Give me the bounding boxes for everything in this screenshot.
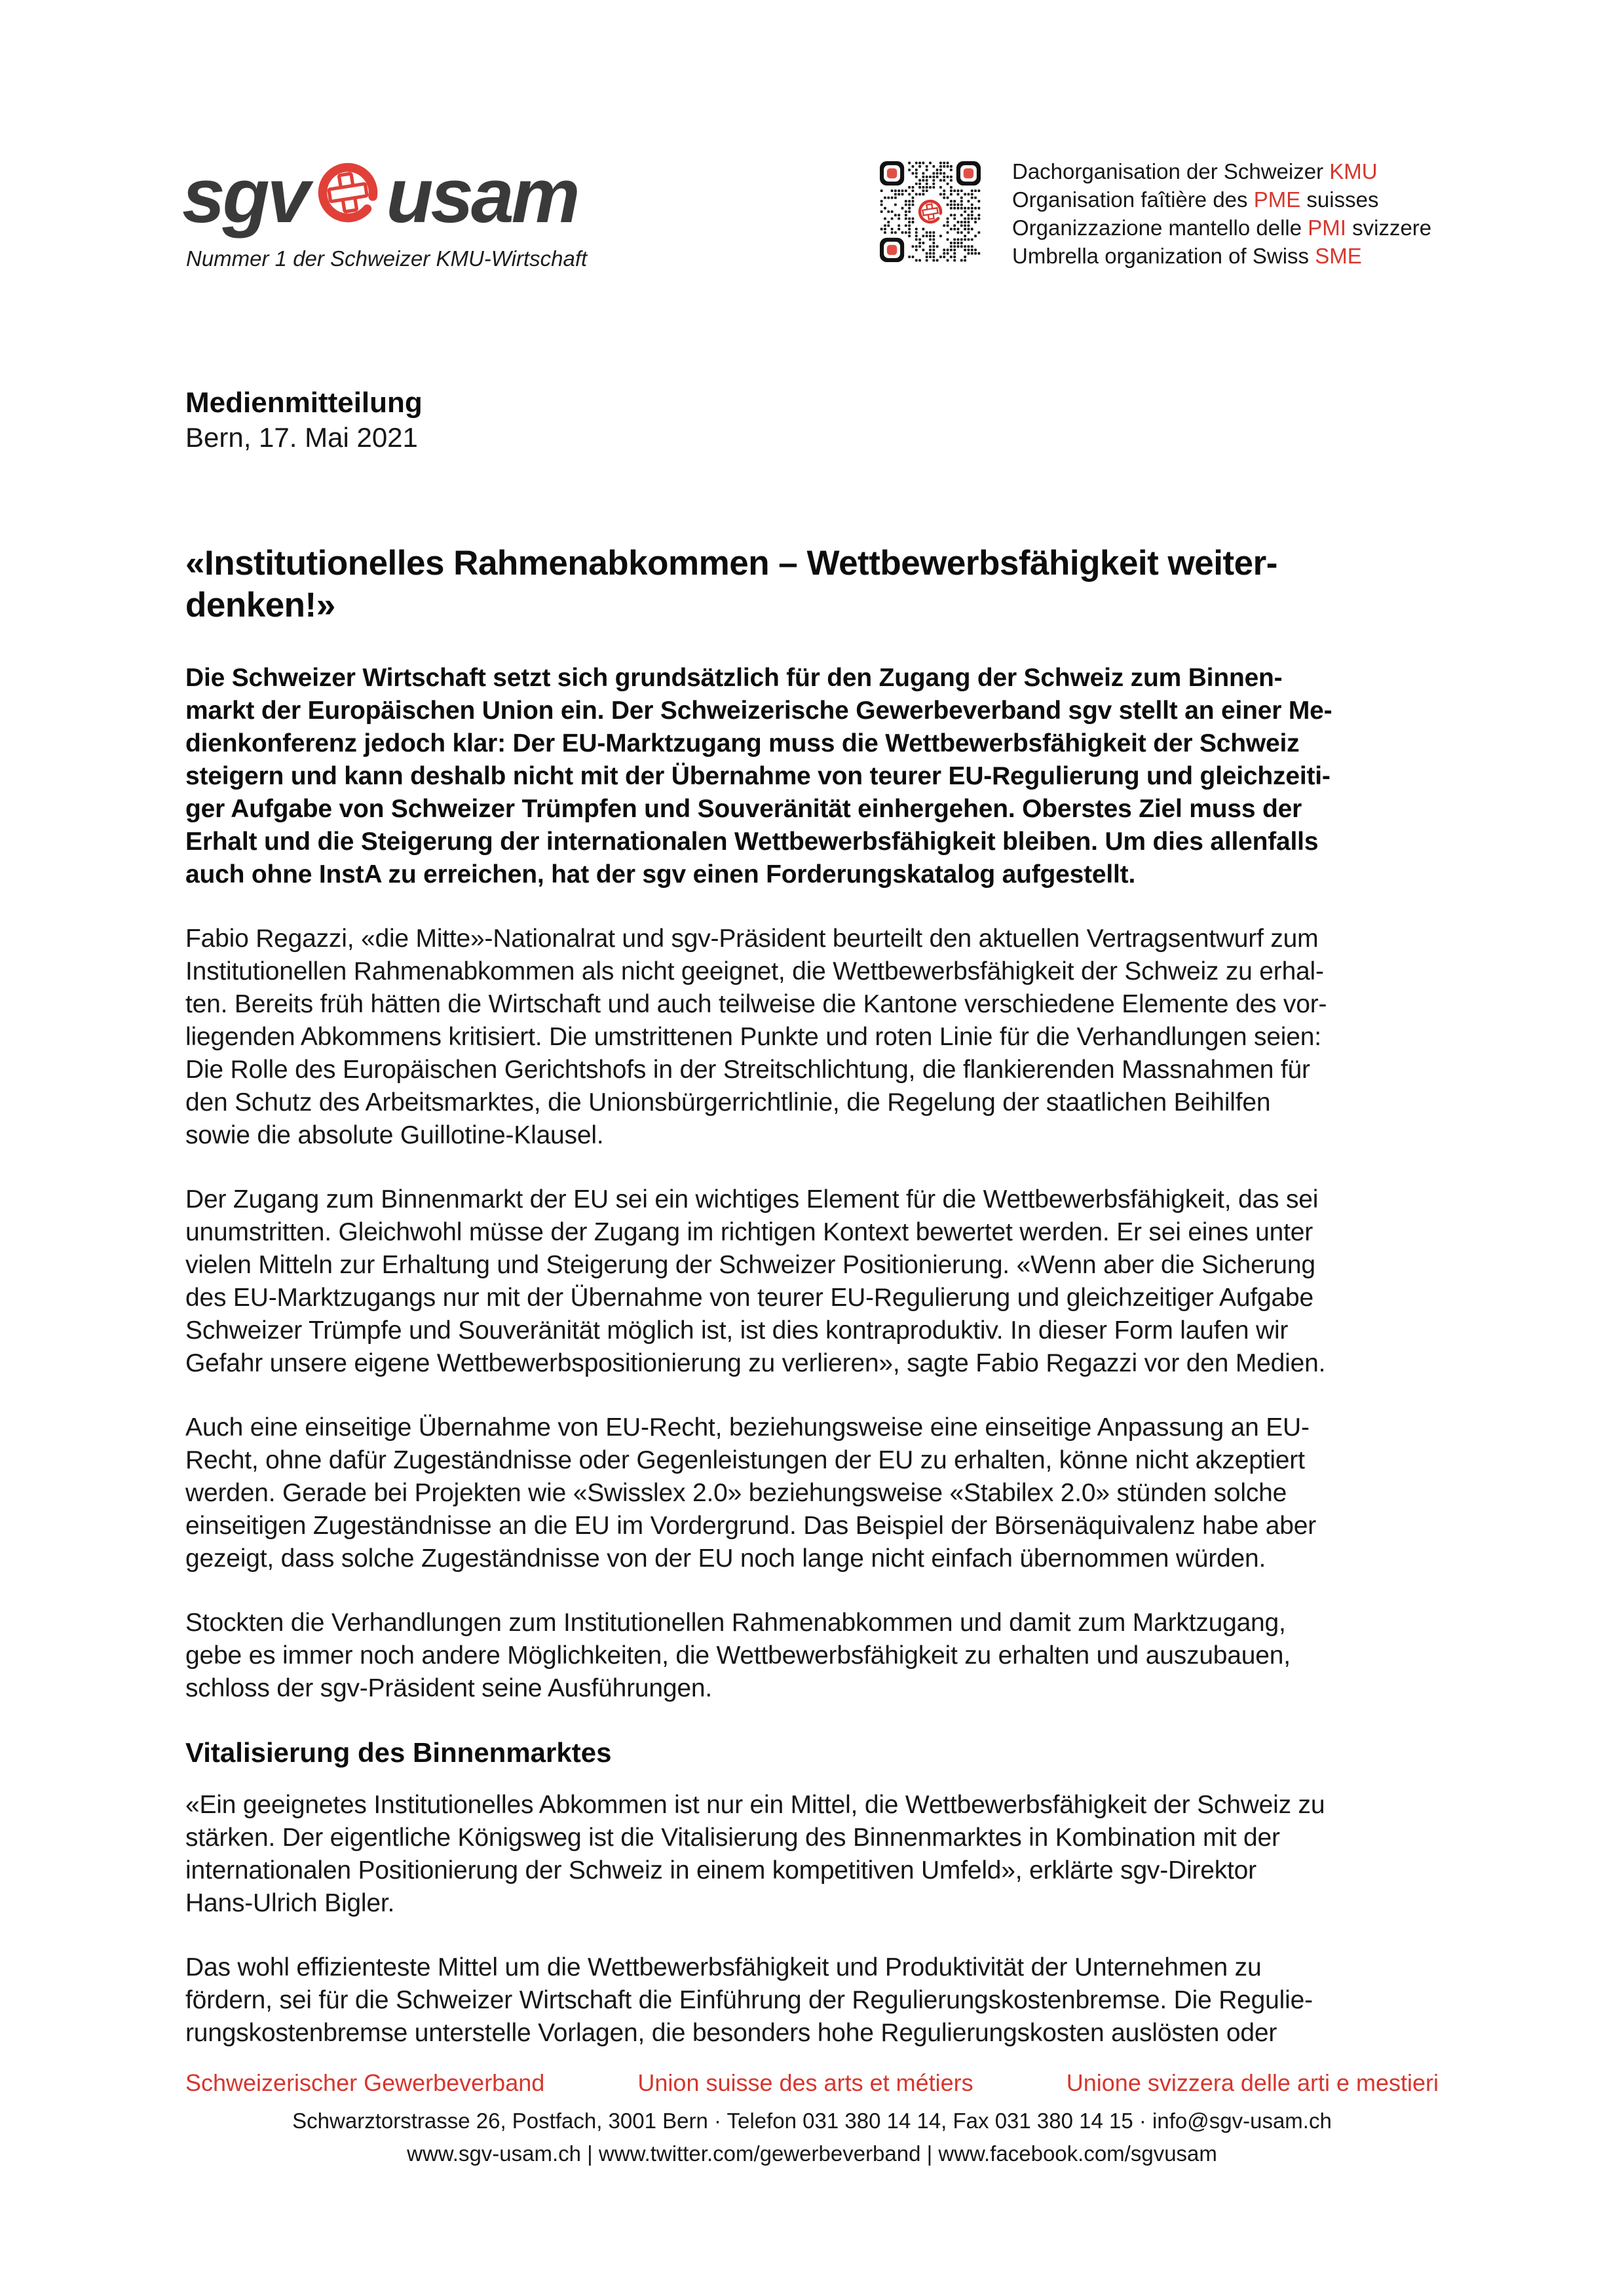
text-line: werden. Gerade bei Projekten wie «Swisslex 2.0» beziehungsweise «Stabilex 2.0» stünden solche	[185, 1479, 1287, 1507]
title-line: «Institutionelles Rahmenabkommen – Wettbewerbsfähigkeit weiter-	[185, 544, 1277, 583]
text-line: internationalen Positionierung der Schweiz in einem kompetitiven Umfeld», erklärte sgv-Direktor	[185, 1856, 1256, 1885]
logo-wordmark	[182, 153, 587, 239]
text-line: Gefahr unsere eigene Wettbewerbspositionierung zu verlieren», sagte Fabio Regazzi vor den Medien.	[185, 1349, 1326, 1377]
text-line: Stockten die Verhandlungen zum Institutionellen Rahmenabkommen und damit zum Marktzugang,	[185, 1609, 1286, 1637]
text-line: markt der Europäischen Union ein. Der Schweizerische Gewerbeverband sgv stellt an einer Me-	[185, 697, 1332, 725]
footer-address: Schwarztorstrasse 26, Postfach, 3001 Bern · Telefon 031 380 14 14, Fax 031 380 14 15 · info@sgv-usam.ch	[292, 2109, 1332, 2133]
text-line: Fabio Regazzi, «die Mitte»-Nationalrat und sgv-Präsident beurteilt den aktuellen Vertragsentwurf zum	[185, 925, 1319, 953]
document-meta	[185, 385, 423, 455]
logo-text-usam: usam	[386, 153, 578, 239]
logo-tagline: Nummer 1 der Schweizer KMU-Wirtschaft	[186, 246, 588, 271]
org-description-line: Organizzazione mantello delle PMI svizzere	[1012, 216, 1432, 240]
org-description-line: Umbrella organization of Swiss SME	[1012, 244, 1362, 268]
text-line: Erhalt und die Steigerung der internationalen Wettbewerbsfähigkeit bleiben. Um dies allenfalls	[185, 828, 1319, 856]
footer-organization-names	[185, 2069, 1439, 2097]
paragraph	[185, 1951, 1489, 2050]
footer-org-fr: Union suisse des arts et métiers	[637, 2069, 973, 2096]
text-line: Institutionellen Rahmenabkommen als nicht geeignet, die Wettbewerbsfähigkeit der Schweiz zu erhal-	[185, 957, 1324, 985]
text-line: gezeigt, dass solche Zugeständnisse von der EU noch lange nicht einfach übernommen würden.	[185, 1544, 1266, 1573]
text-line: Schweizer Trümpfe und Souveränität möglich ist, ist dies kontraproduktiv. In dieser Form laufen wir	[185, 1316, 1289, 1345]
text-line: liegenden Abkommens kritisiert. Die umstrittenen Punkte und roten Linie für die Verhandlungen seien:	[185, 1023, 1321, 1051]
qr-code	[880, 161, 981, 262]
footer-links: www.sgv-usam.ch | www.twitter.com/gewerbeverband | www.facebook.com/sgvusam	[407, 2141, 1217, 2166]
text-line: Recht, ohne dafür Zugeständnisse oder Gegenleistungen der EU zu erhalten, könne nicht akzeptiert	[185, 1446, 1305, 1474]
footer-org-de: Schweizerischer Gewerbeverband	[185, 2069, 545, 2096]
subheading: Vitalisierung des Binnenmarktes	[185, 1737, 612, 1768]
text-line: Hans-Ulrich Bigler.	[185, 1889, 395, 1917]
sgv-usam-logo	[182, 153, 588, 271]
text-line: steigern und kann deshalb nicht mit der Übernahme von teurer EU-Regulierung und gleichzeiti-	[185, 762, 1331, 790]
title-line: denken!»	[185, 586, 335, 624]
footer-org-it: Unione svizzera delle arti e mestieri	[1066, 2069, 1439, 2096]
text-line: fördern, sei für die Schweizer Wirtschaft die Einführung der Regulierungskostenbremse. Die Regulie-	[185, 1986, 1313, 2014]
doc-type-label: Medienmitteilung	[185, 387, 423, 419]
text-line: stärken. Der eigentliche Königsweg ist die Vitalisierung des Binnenmarktes in Kombination mit der	[185, 1824, 1280, 1852]
text-line: Das wohl effizienteste Mittel um die Wettbewerbsfähigkeit und Produktivität der Unternehmen zu	[185, 1953, 1262, 1981]
paragraphs	[185, 662, 1489, 2050]
lead-paragraph	[185, 662, 1489, 891]
text-line: rungskostenbremse unterstelle Vorlagen, die besonders hohe Regulierungskosten auslösten oder	[185, 2019, 1277, 2047]
text-line: schloss der sgv-Präsident seine Ausführungen.	[185, 1674, 712, 1702]
paragraph	[185, 1789, 1489, 1920]
text-line: gebe es immer noch andere Möglichkeiten, die Wettbewerbsfähigkeit zu erhalten und auszubauen,	[185, 1641, 1291, 1670]
document-body	[185, 543, 1489, 2081]
text-line: den Schutz des Arbeitsmarktes, die Unionsbürgerrichtlinie, die Regelung der staatlichen Beihilfen	[185, 1088, 1271, 1117]
text-line: ten. Bereits früh hätten die Wirtschaft und auch teilweise die Kantone verschiedene Elemente des vor-	[185, 990, 1327, 1018]
dateline: Bern, 17. Mai 2021	[185, 422, 418, 453]
text-line: ger Aufgabe von Schweizer Trümpfen und Souveränität einhergehen. Oberstes Ziel muss der	[185, 795, 1302, 823]
paragraph	[185, 923, 1489, 1152]
swiss-cross-ring-icon	[314, 159, 382, 227]
text-line: auch ohne InstA zu erreichen, hat der sgv einen Forderungskatalog aufgestellt.	[185, 860, 1136, 889]
text-line: Die Rolle des Europäischen Gerichtshofs in der Streitschlichtung, die flankierenden Massnahmen für	[185, 1056, 1310, 1084]
text-line: unumstritten. Gleichwohl müsse der Zugang im richtigen Kontext bewertet werden. Er sei eines unter	[185, 1218, 1313, 1246]
text-line: sowie die absolute Guillotine-Klausel.	[185, 1121, 604, 1149]
org-description-block	[1012, 157, 1431, 270]
paragraph	[185, 1183, 1489, 1380]
text-line: vielen Mitteln zur Erhaltung und Steigerung der Schweizer Positionierung. «Wenn aber die Sicherung	[185, 1251, 1315, 1279]
qr-center-logo	[914, 195, 947, 229]
text-line: Der Zugang zum Binnenmarkt der EU sei ein wichtiges Element für die Wettbewerbsfähigkeit, das sei	[185, 1185, 1319, 1214]
text-line: einseitigen Zugeständnisse an die EU im Vordergrund. Das Beispiel der Börsenäquivalenz habe aber	[185, 1512, 1317, 1540]
page-title	[185, 543, 1489, 626]
paragraph	[185, 1411, 1489, 1575]
text-line: dienkonferenz jedoch klar: Der EU-Marktzugang muss die Wettbewerbsfähigkeit der Schweiz	[185, 729, 1300, 757]
org-description-line: Organisation faîtière des PME suisses	[1012, 187, 1379, 212]
logo-text-sgv: sgv	[182, 153, 308, 239]
text-line: Auch eine einseitige Übernahme von EU-Recht, beziehungsweise eine einseitige Anpassung an EU-	[185, 1413, 1310, 1442]
text-line: «Ein geeignetes Institutionelles Abkommen ist nur ein Mittel, die Wettbewerbsfähigkeit der Schweiz zu	[185, 1791, 1325, 1819]
text-line: Die Schweizer Wirtschaft setzt sich grundsätzlich für den Zugang der Schweiz zum Binnen-	[185, 664, 1283, 692]
text-line: des EU-Marktzugangs nur mit der Übernahme von teurer EU-Regulierung und gleichzeitiger Aufgabe	[185, 1284, 1313, 1312]
paragraph	[185, 1607, 1489, 1705]
org-description-line: Dachorganisation der Schweizer KMU	[1012, 159, 1378, 183]
